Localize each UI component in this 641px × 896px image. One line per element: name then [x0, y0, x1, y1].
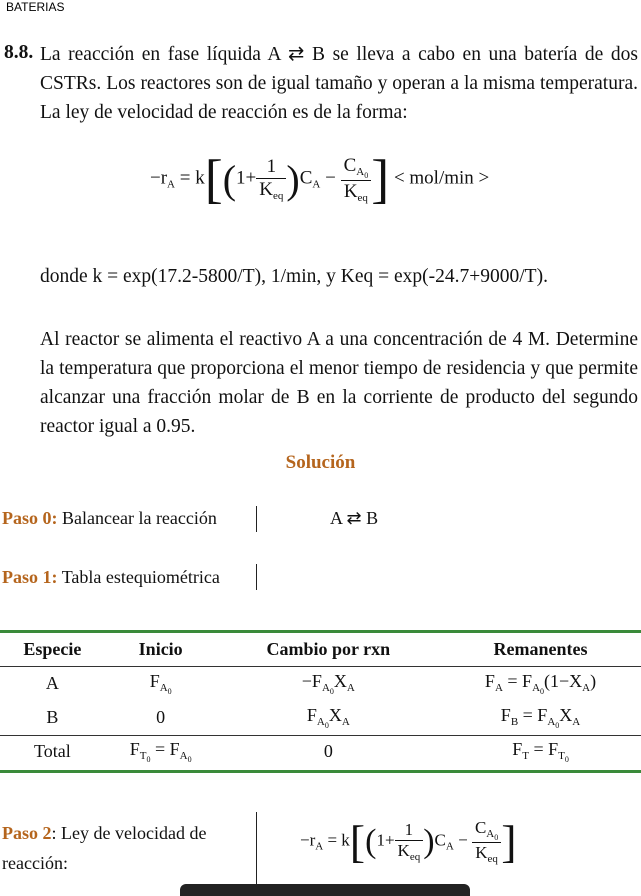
step-2-label: Paso 2 [2, 823, 52, 843]
problem-number: 8.8. [4, 42, 34, 63]
divider [256, 564, 257, 590]
table-row: B 0 $F_{A_0}X_A$ $F_B = F_{A_0}X_A$ [46, 704, 581, 730]
page-header: BATERIAS [6, 0, 65, 14]
step-2-text-2: reacción: [2, 853, 68, 873]
divider [256, 812, 257, 893]
table-rule-bottom [0, 770, 641, 773]
step-1-text: Tabla estequiométrica [61, 567, 220, 587]
rate-equation: $-r_A = k[(1+$ $\frac{1}{K_{eq}}$ )$C_A$ − $\frac{C_{A_0}}{K_{eq}}$ ] < mol/min > [150, 149, 490, 209]
step-0 [2, 508, 217, 529]
table-header-row [0, 632, 641, 666]
table-rule-total [0, 735, 641, 736]
stoichiometric-table [0, 632, 641, 768]
problem-intro: La reacción en fase líquida A ⇄ B se lleva a cabo en una batería de dos CSTRs. Los reactores son de igual tamaño y operan a la misma temperatura. La ley de velocidad de reacción es de la forma: [40, 44, 638, 123]
step-1 [2, 567, 220, 588]
bottom-overlay-bar [180, 884, 470, 896]
problem-statement: Al reactor se alimenta el reactivo A a una concentración de 4 M. Determine la temperatura que proporciona el menor tiempo de residencia y que permite alcanzar una fracción molar de B en la corriente de producto del segundo reactor igual a 0.95. [40, 329, 638, 437]
step-1-label: Paso 1: [2, 567, 58, 587]
col-header: Inicio [138, 638, 183, 659]
rate-lhs: −r [150, 167, 168, 189]
col-header: Cambio por rxn [266, 638, 391, 659]
table-row: A $F_{A_0}$ $-F_{A_0}X_A$ $F_A = F_{A_0}(1-X_A)$ [45, 670, 597, 696]
step-0-text: Balancear la reacción [62, 508, 217, 528]
table-rule-header [0, 666, 641, 667]
table-row: Total $F_{T_0} = F_{A_0}$ 0 $F_T = F_{T_0}$ [34, 738, 569, 764]
step-0-reaction: A ⇄ B [330, 508, 379, 528]
divider [256, 506, 257, 532]
col-header: Remanentes [493, 638, 588, 659]
col-header: Especie [23, 638, 82, 659]
solution-title: Solución [285, 452, 356, 473]
rate-unit: < mol/min > [393, 167, 490, 189]
step-0-label: Paso 0: [2, 508, 58, 528]
step-2 [2, 818, 206, 878]
step-2-text: : Ley de velocidad de [51, 823, 207, 843]
rate-equation-2: $-r_A = k[(1+$ $\frac{1}{K_{eq}}$ )$C_A$ − $\frac{C_{A_0}}{K_{eq}}$ ] [300, 815, 517, 867]
constants-line: donde k = exp(17.2-5800/T), 1/min, y Keq = exp(-24.7+9000/T). [40, 266, 548, 287]
